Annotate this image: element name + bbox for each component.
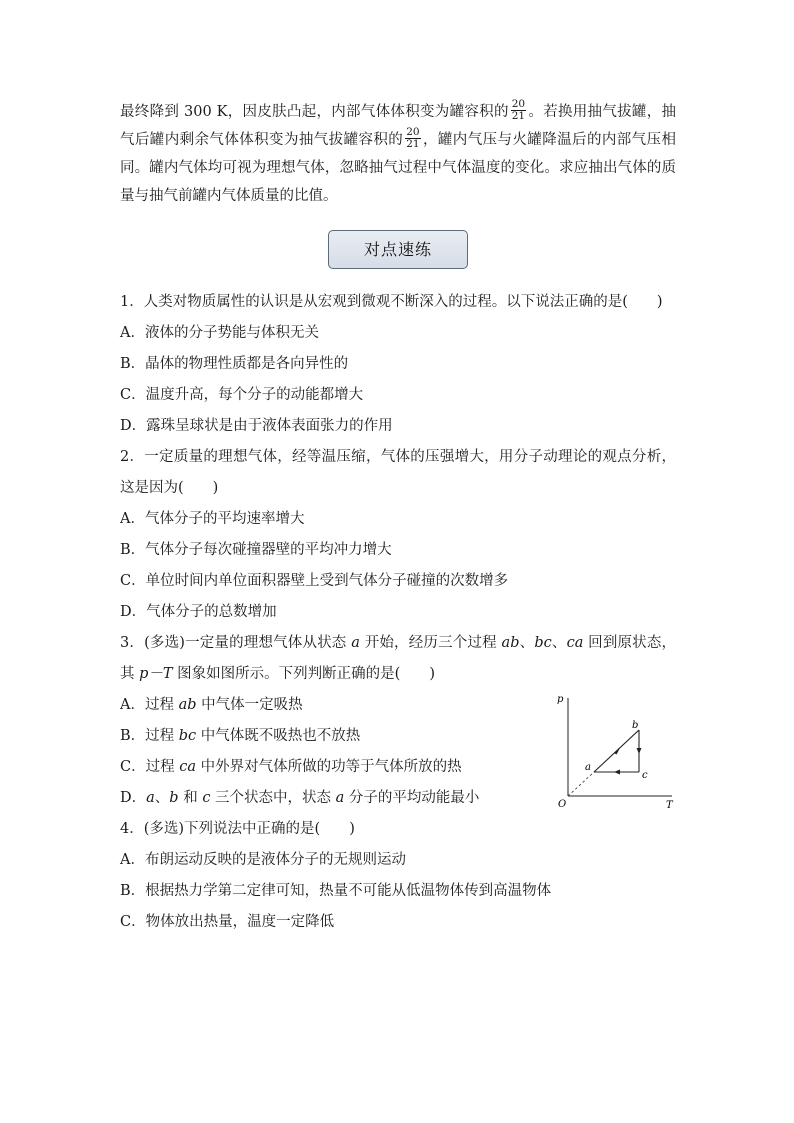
intro-paragraph [120, 98, 676, 210]
intro-text: ，罐内气压与火罐降温后 [422, 132, 587, 148]
intro-text: 罐，抽气后罐内剩余气体体积变为抽气拔罐容积的 [120, 104, 676, 148]
option-a: A．气体分子的平均速率增大 [120, 511, 305, 527]
dashed-extension [568, 772, 594, 796]
p-T-diagram [554, 690, 679, 812]
option-text: 中外界对气体所做的功等于气体所放的热 [195, 759, 462, 775]
stem-text: 3．(多选)一定量的理想气体从状态 [120, 635, 352, 651]
axis-label-p: p [557, 694, 564, 705]
process-symbol: bc [178, 728, 197, 744]
section-header [120, 230, 676, 269]
stem-text: 图象如图所示。下列判断正确的是( ) [172, 666, 435, 682]
fraction-20-21 [511, 99, 526, 122]
option-d: D．露珠呈球状是由于液体表面张力的作用 [120, 418, 393, 434]
fraction-denominator: 21 [406, 137, 420, 150]
option-text: B．过程 [120, 728, 179, 744]
intro-text: 的内部气压相同。罐内气体均可视为理想气体，忽略抽气过程中气体温度的变化。求应抽出气体的质量与抽气前罐内气体质量的比值。 [120, 132, 676, 204]
origin-label: O [558, 799, 567, 810]
state-symbol: a [146, 790, 155, 806]
fraction-numerator: 20 [406, 125, 420, 138]
process-symbol: ab [178, 697, 197, 713]
state-symbol: c [202, 790, 211, 806]
stem-text: 、 [551, 635, 567, 651]
stem-text: 回到原状态，其 [120, 635, 677, 682]
graph-type: p－T [139, 666, 173, 682]
question-stem [120, 628, 676, 690]
option-b: B．气体分子每次碰撞器壁的平均冲力增大 [120, 542, 392, 558]
document-page [120, 98, 676, 938]
question-2 [120, 442, 676, 628]
option-text: 、 [154, 790, 170, 806]
option-a: A．液体的分子势能与体积无关 [120, 325, 319, 341]
option-text: 和 [178, 790, 203, 806]
process-symbol: ca [566, 635, 584, 651]
option-b: B．晶体的物理性质都是各向异性的 [120, 356, 349, 372]
option-c: C．温度升高，每个分子的动能都增大 [120, 387, 364, 403]
question-stem: 1．人类对物质属性的认识是从宏观到微观不断深入的过程。以下说法正确的是( ) [120, 294, 663, 310]
option-text: 中气体既不吸热也不放热 [196, 728, 361, 744]
question-stem: 2．一定质量的理想气体，经等温压缩，气体的压强增大，用分子动理论的观点分析，这是因为( ) [120, 449, 676, 496]
stem-text: 开始，经历三个过程 [359, 635, 502, 651]
process-symbol: ca [179, 759, 196, 775]
option-c: C．单位时间内单位面积器壁上受到气体分子碰撞的次数增多 [120, 573, 509, 589]
question-stem: 4．(多选)下列说法中正确的是( ) [120, 821, 355, 837]
point-label-a: a [585, 762, 591, 773]
point-label-b: b [632, 720, 639, 731]
option-c: C．物体放出热量，温度一定降低 [120, 914, 335, 930]
question-4 [120, 814, 676, 938]
section-badge: 对点速练 [328, 230, 468, 269]
arrow-bc-icon [637, 748, 642, 754]
option-text: D． [120, 790, 147, 806]
fraction-20-21 [405, 127, 420, 150]
option-a: A．布朗运动反映的是液体分子的无规则运动 [120, 852, 406, 868]
point-label-c: c [642, 770, 648, 781]
option-text: 分子的平均动能最小 [344, 790, 480, 806]
arrow-ab-icon [614, 748, 620, 755]
option-text: 中气体一定吸热 [196, 697, 303, 713]
question-1 [120, 287, 676, 442]
stem-text: 、 [519, 635, 535, 651]
state-symbol: a [335, 790, 345, 806]
state-symbol: a [351, 635, 360, 651]
option-text: C．过程 [120, 759, 180, 775]
process-symbol: bc [534, 635, 552, 651]
intro-text: 最终降到 300 K，因皮肤凸起，内部气体体积变为罐容积的 [120, 104, 509, 120]
option-text: 三个状态中，状态 [210, 790, 336, 806]
fraction-numerator: 20 [511, 97, 526, 110]
axis-label-t: T [666, 800, 673, 811]
option-d: D．气体分子的总数增加 [120, 604, 277, 620]
arrow-ca-icon [614, 770, 620, 775]
option-b: B．根据热力学第二定律可知，热量不可能从低温物体传到高温物体 [120, 883, 552, 899]
option-text: A．过程 [120, 697, 179, 713]
intro-text: 。若换用抽气拔 [528, 104, 632, 120]
question-3 [120, 628, 676, 814]
fraction-denominator: 21 [511, 109, 526, 122]
state-symbol: b [169, 790, 179, 806]
process-symbol: ab [501, 635, 520, 651]
